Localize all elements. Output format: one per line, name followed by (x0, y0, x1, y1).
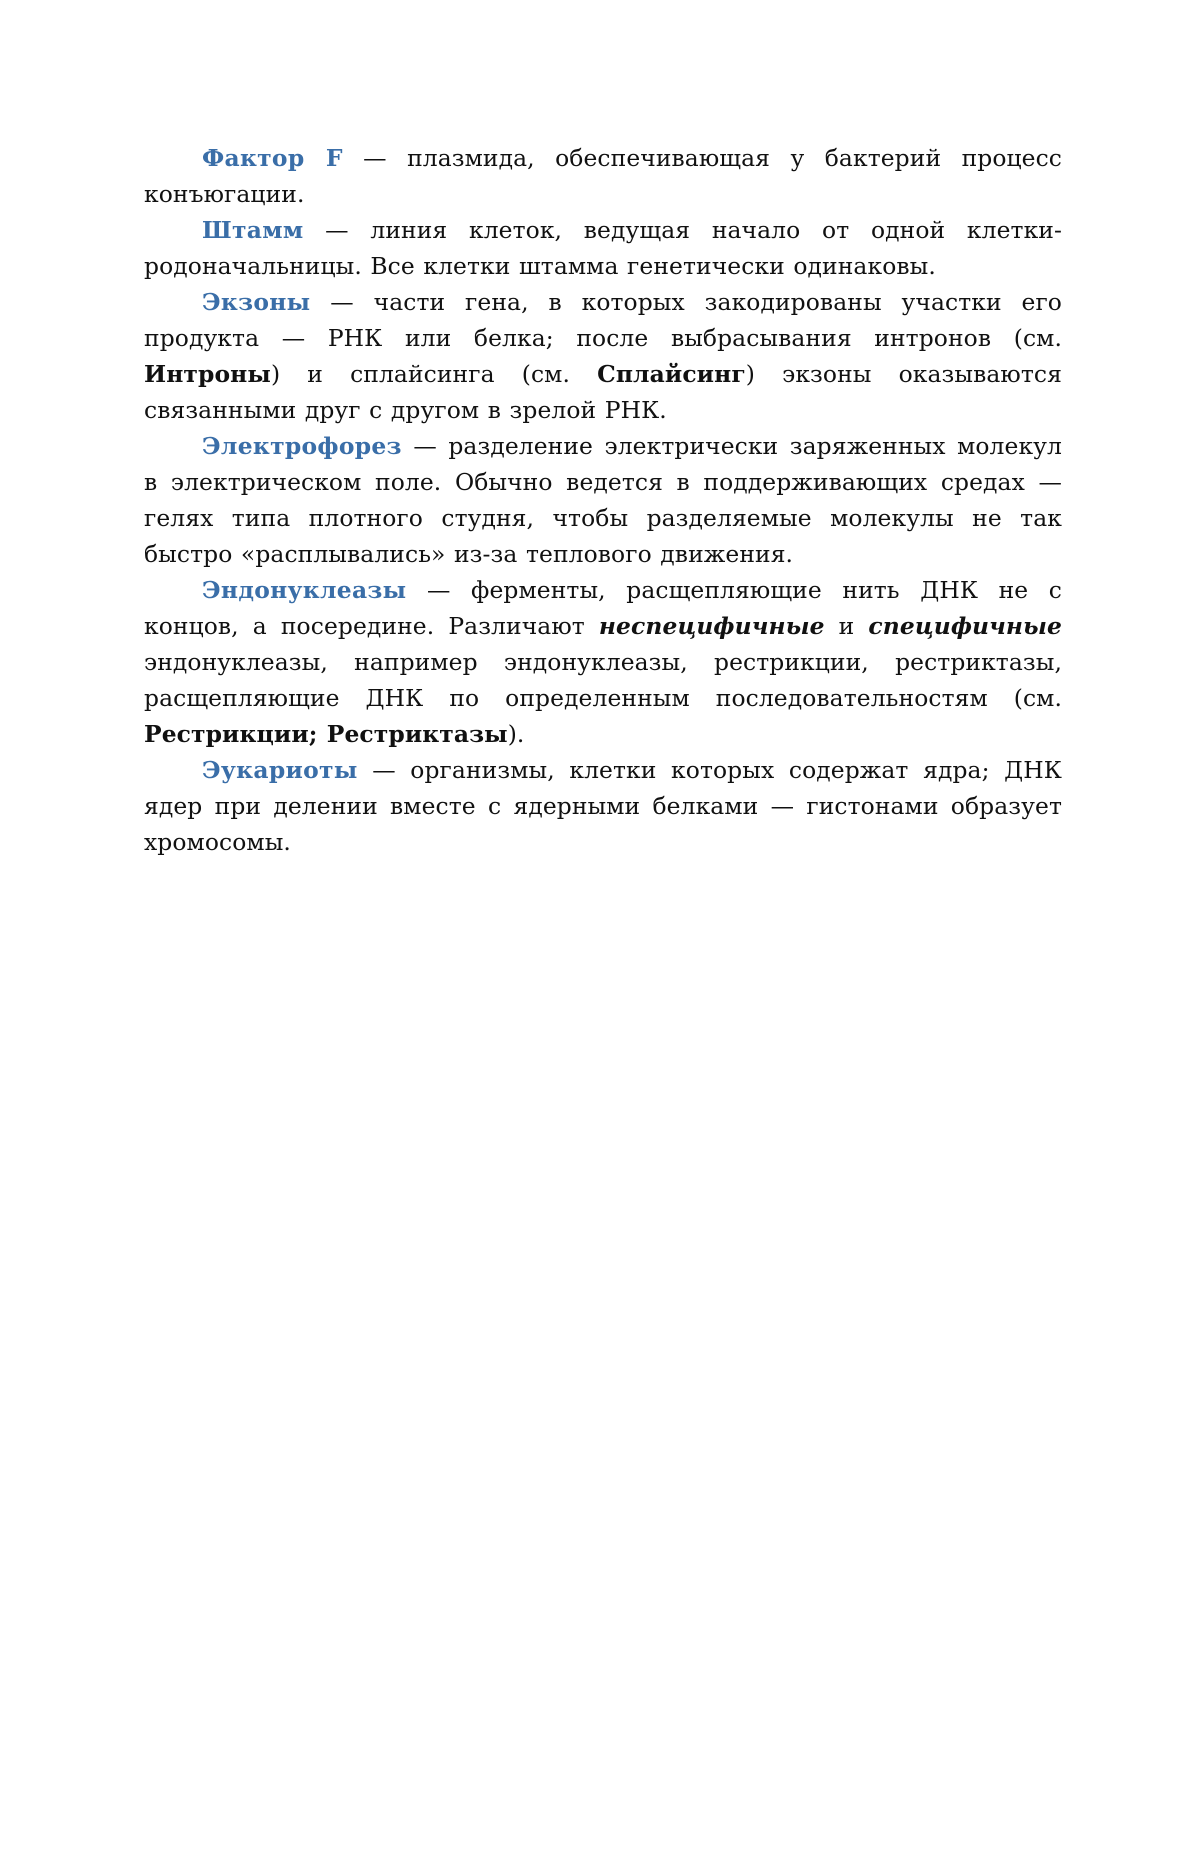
reference-introns: Интроны (144, 360, 271, 388)
entry-endonucleases (144, 572, 1062, 752)
definition-endonucleases-part1: — ферменты, расщепляющие нить ДНК не с концов, а посередине. Различают (144, 576, 1062, 640)
definition-exons-part2: ) и сплайсинга (см. (270, 360, 598, 388)
definition-endonucleases-part4: ). (507, 720, 525, 748)
glossary-page (144, 140, 1062, 860)
entry-electrophoresis (144, 428, 1062, 572)
reference-restriction: Рестрикции; Рестриктазы (144, 720, 508, 748)
reference-splicing: Сплайсинг (597, 360, 746, 388)
term-endonucleases: Эндонуклеазы (202, 576, 407, 604)
definition-electrophoresis: — разделение электрически заряженных молекул в электрическом поле. Обычно ведется в поддерживающих средах — гелях типа плотного студня, чтобы разделяемые молекулы не так быстро «расплывались» из-за теплового движения. (144, 432, 1062, 568)
term-factor-f: Фактор F (202, 144, 343, 172)
term-eukaryotes: Эукариоты (202, 756, 358, 784)
entry-exons (144, 284, 1062, 428)
definition-exons-part1: — части гена, в которых закодированы участки его продукта — РНК или белка; после выбрасывания интронов (см. (144, 288, 1062, 352)
italic-nonspecific: неспецифичные (598, 612, 825, 640)
definition-eukaryotes: — организмы, клетки которых содержат ядра; ДНК ядер при делении вместе с ядерными белками — гистонами образует хромосомы. (144, 756, 1062, 856)
definition-factor-f: — плазмида, обеспечивающая у бактерий процесс конъюгации. (144, 144, 1062, 208)
italic-specific: специфичные (868, 612, 1062, 640)
term-strain: Штамм (202, 216, 304, 244)
entry-factor-f (144, 140, 1062, 212)
term-electrophoresis: Электрофорез (202, 432, 402, 460)
definition-exons-part3: ) экзоны оказываются связанными друг с другом в зрелой РНК. (144, 360, 1062, 424)
entry-strain (144, 212, 1062, 284)
definition-endonucleases-part2: и (824, 612, 869, 640)
entry-eukaryotes (144, 752, 1062, 860)
definition-endonucleases-part3: эндонуклеазы, например эндонуклеазы, рестрикции, рестриктазы, расщепляющие ДНК по определенным последовательностям (см. (144, 648, 1062, 712)
term-exons: Экзоны (202, 288, 311, 316)
definition-strain: — линия клеток, ведущая начало от одной клетки-родоначальницы. Все клетки штамма генетически одинаковы. (144, 216, 1062, 280)
